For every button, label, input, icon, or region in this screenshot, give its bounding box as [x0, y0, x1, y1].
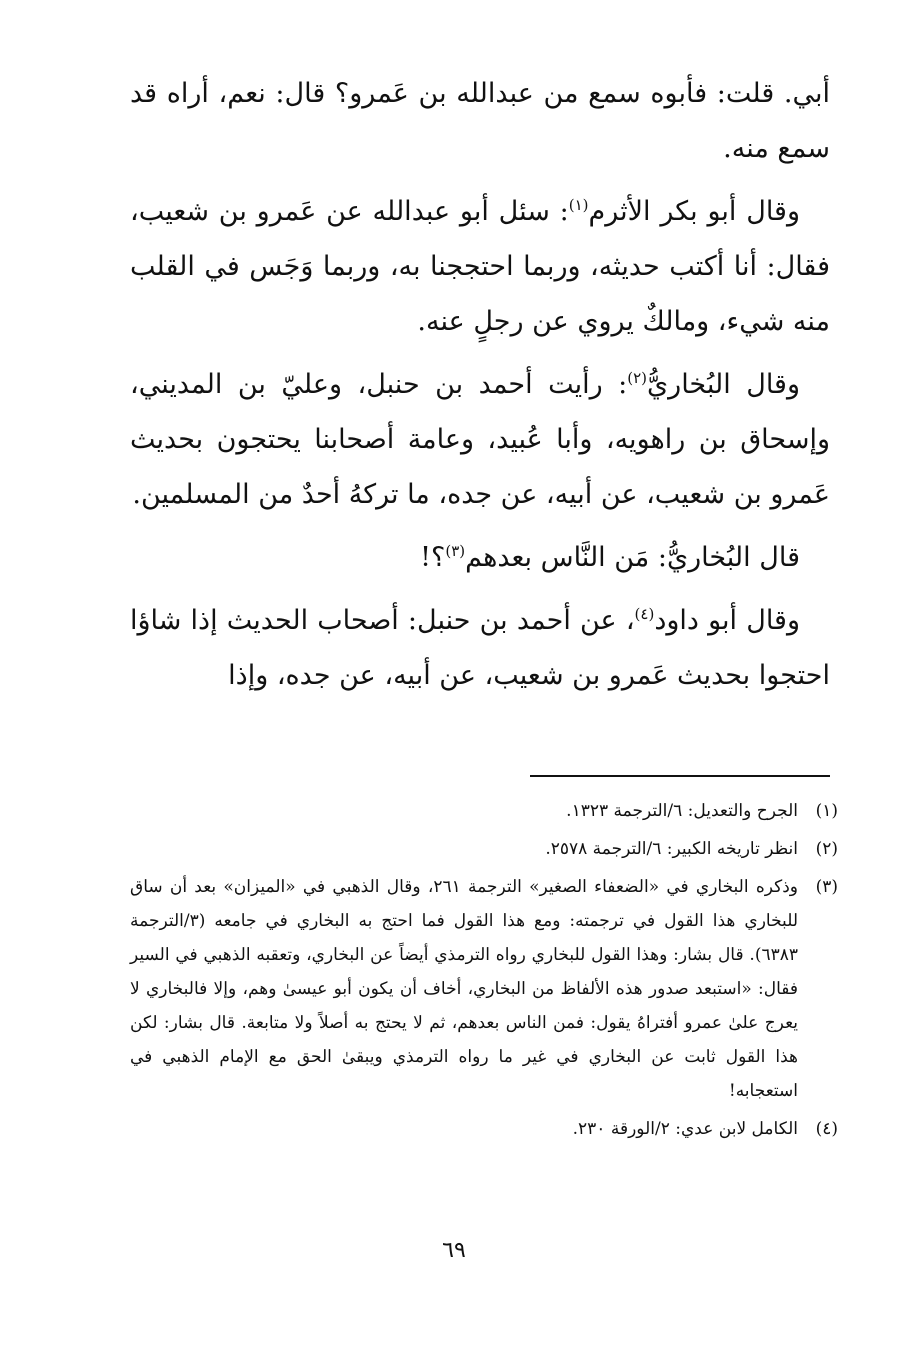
paragraph	[130, 530, 830, 585]
footnote-text: وذكره البخاري في «الضعفاء الصغير» الترجمة ٢٦١، وقال الذهبي في «الميزان» بعد أن ساق للبخاري هذا القول في ترجمته: ومع هذا القول فما احتج به البخاري في جامعه (٣/الترجمة ٦٣٨٣). قال بشار: وهذا القول للبخاري رواه الترمذي أيضاً عن البخاري، وتعقبه الذهبي في السير فقال: «استبعد صدور هذه الألفاظ من البخاري، أخاف أن يكون أبو عيسىٰ وهم، وإلا فالبخاري لا يعرج علىٰ عمرو أفتراهُ يقول: فمن الناس بعدهم، ثم لا يحتج به أصلاً ولا متابعة. قال بشار: لكن هذا القول ثابت عن البخاري في غير ما رواه الترمذي ويبقىٰ الحق مع الإمام الذهبي في استعجابه!	[130, 877, 798, 1101]
paragraph	[130, 357, 830, 522]
paragraph-text: وقال أبو داود	[654, 605, 800, 636]
paragraph	[130, 66, 830, 176]
footnote-number: (١)	[815, 801, 838, 821]
page-number: ٦٩	[442, 1238, 466, 1263]
footnote-number: (٤)	[815, 1119, 838, 1139]
main-text	[130, 66, 830, 711]
footnote-item	[130, 794, 838, 828]
footnote-item	[130, 832, 838, 866]
paragraph-text: قال البُخاريُّ: مَن النَّاس بعدهم	[465, 542, 800, 573]
footnote-text: الكامل لابن عدي: ٢/الورقة ٢٣٠.	[572, 1119, 798, 1139]
footnote-divider	[530, 775, 830, 777]
paragraph-text: ، عن أحمد بن حنبل: أصحاب الحديث إذا شاؤا احتجوا بحديث عَمرو بن شعيب، عن أبيه، عن جده، وإذا	[130, 605, 830, 691]
footnote-reference[interactable]: (٤)	[634, 605, 655, 623]
paragraph	[130, 184, 830, 349]
footnote-item	[130, 870, 838, 1108]
footnotes	[130, 794, 838, 1150]
footnote-reference[interactable]: (١)	[568, 196, 589, 214]
footnote-number: (٢)	[815, 839, 838, 859]
footnote-number: (٣)	[815, 877, 838, 897]
footnote-reference[interactable]: (٣)	[445, 542, 466, 560]
paragraph-text: : رأيت أحمد بن حنبل، وعليّ بن المديني، وإسحاق بن راهويه، وأبا عُبيد، وعامة أصحابنا يحتجون بحديث عَمرو بن شعيب، عن أبيه، عن جده، ما تركهُ أحدٌ من المسلمين.	[130, 369, 830, 510]
footnote-item	[130, 1112, 838, 1146]
paragraph-text: : سئل أبو عبدالله عن عَمرو بن شعيب، فقال: أنا أكتب حديثه، وربما احتججنا به، وربما وَجَس في القلب منه شيء، ومالكٌ يروي عن رجلٍ عنه.	[130, 196, 830, 337]
paragraph-text: وقال البُخاريُّ	[647, 369, 800, 400]
footnote-text: الجرح والتعديل: ٦/الترجمة ١٣٢٣.	[566, 801, 798, 821]
paragraph-text: وقال أبو بكر الأثرم	[588, 196, 800, 227]
paragraph-text: ؟!	[420, 542, 446, 573]
paragraph-text: أبي. قلت: فأبوه سمع من عبدالله بن عَمرو؟ قال: نعم، أراه قد سمع منه.	[130, 78, 830, 164]
paragraph	[130, 593, 830, 703]
footnote-text: انظر تاريخه الكبير: ٦/الترجمة ٢٥٧٨.	[545, 839, 798, 859]
footnote-reference[interactable]: (٢)	[627, 369, 648, 387]
